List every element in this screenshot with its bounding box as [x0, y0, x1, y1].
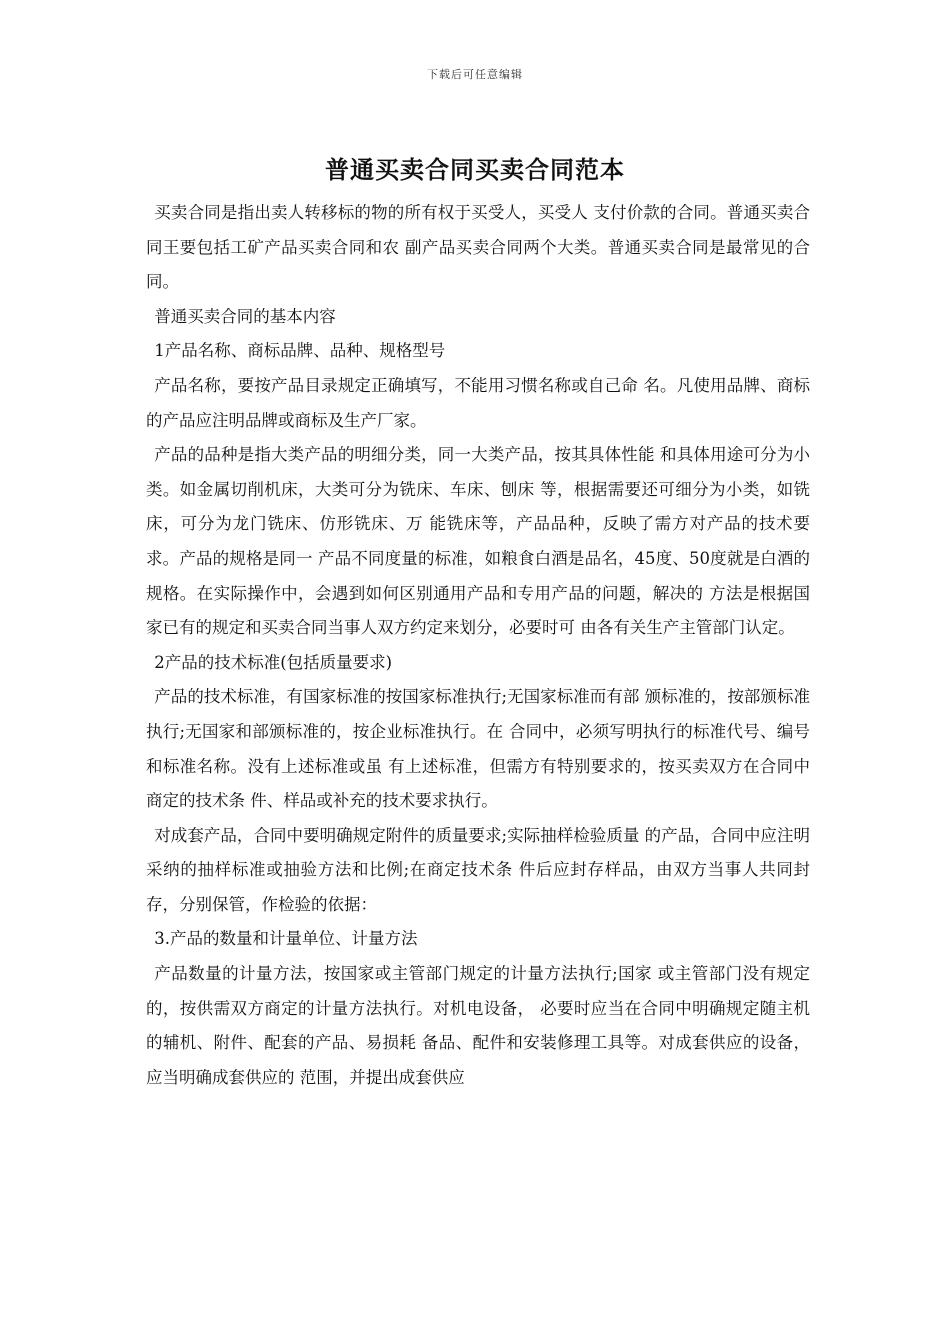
section-heading-quantity-measurement: 3.产品的数量和计量单位、计量方法	[154, 929, 418, 949]
paragraph-product-name: 产品名称，要按产品目录规定正确填写，不能用习惯名称或自己命 名。凡使用品牌、商标的产品应注明品牌或商标及生产厂家。	[146, 375, 810, 430]
document-title: 普通买卖合同买卖合同范本	[325, 155, 625, 184]
paragraph-complete-sets: 对成套产品，合同中要明确规定附件的质量要求;实际抽样检验质量 的产品，合同中应注明采纳的抽样标准或抽验方法和比例;在商定技术条 件后应封存样品，由双方当事人共同封存，分别保管，作检验的依据：	[146, 825, 810, 914]
document-body	[146, 196, 810, 1095]
paragraph-technical-standard: 产品的技术标准，有国家标准的按国家标准执行;无国家标准而有部 颁标准的，按部颁标准执行;无国家和部颁标准的，按企业标准执行。在 合同中，必须写明执行的标准代号、编号和标准名称。没有上述标准或虽 有上述标准，但需方有特别要求的，按买卖双方在合同中商定的技术条 件、样品或补充的技术要求执行。	[146, 687, 810, 811]
paragraph-product-variety: 产品的品种是指大类产品的明细分类，同一大类产品，按其具体性能 和具体用途可分为小类。如金属切削机床，大类可分为铣床、车床、刨床 等，根据需要还可细分为小类，如铣床，可分为龙门铣床、仿形铣床、万 能铣床等，产品品种，反映了需方对产品的技术要求。产品的规格是同一 产品不同度量的标准，如粮食白酒是品名，45度、50度就是白酒的规格。在实际操作中，会遇到如何区别通用产品和专用产品的问题，解决的 方法是根据国家已有的规定和买卖合同当事人双方约定来划分，必要时可 由各有关生产主管部门认定。	[146, 445, 810, 638]
header-note: 下载后可任意编辑	[427, 68, 523, 81]
section-heading-product-name: 1产品名称、商标品牌、品种、规格型号	[154, 341, 446, 361]
section-heading-technical-standard: 2产品的技术标准(包括质量要求)	[154, 652, 393, 672]
paragraph-quantity-measurement: 产品数量的计量方法，按国家或主管部门规定的计量方法执行;国家 或主管部门没有规定的，按供需双方商定的计量方法执行。对机电设备， 必要时应当在合同中明确规定随主机的辅机、附件、配套的产品、易损耗 备品、配件和安装修理工具等。对成套供应的设备，应当明确成套供应的 范围，并提出成套供应	[146, 964, 810, 1087]
section-heading-basic-content: 普通买卖合同的基本内容	[154, 306, 336, 326]
paragraph-intro: 买卖合同是指出卖人转移标的物的所有权于买受人，买受人 支付价款的合同。普通买卖合同王要包括工矿产品买卖合同和农 副产品买卖合同两个大类。普通买卖合同是最常见的合同。	[146, 203, 810, 292]
